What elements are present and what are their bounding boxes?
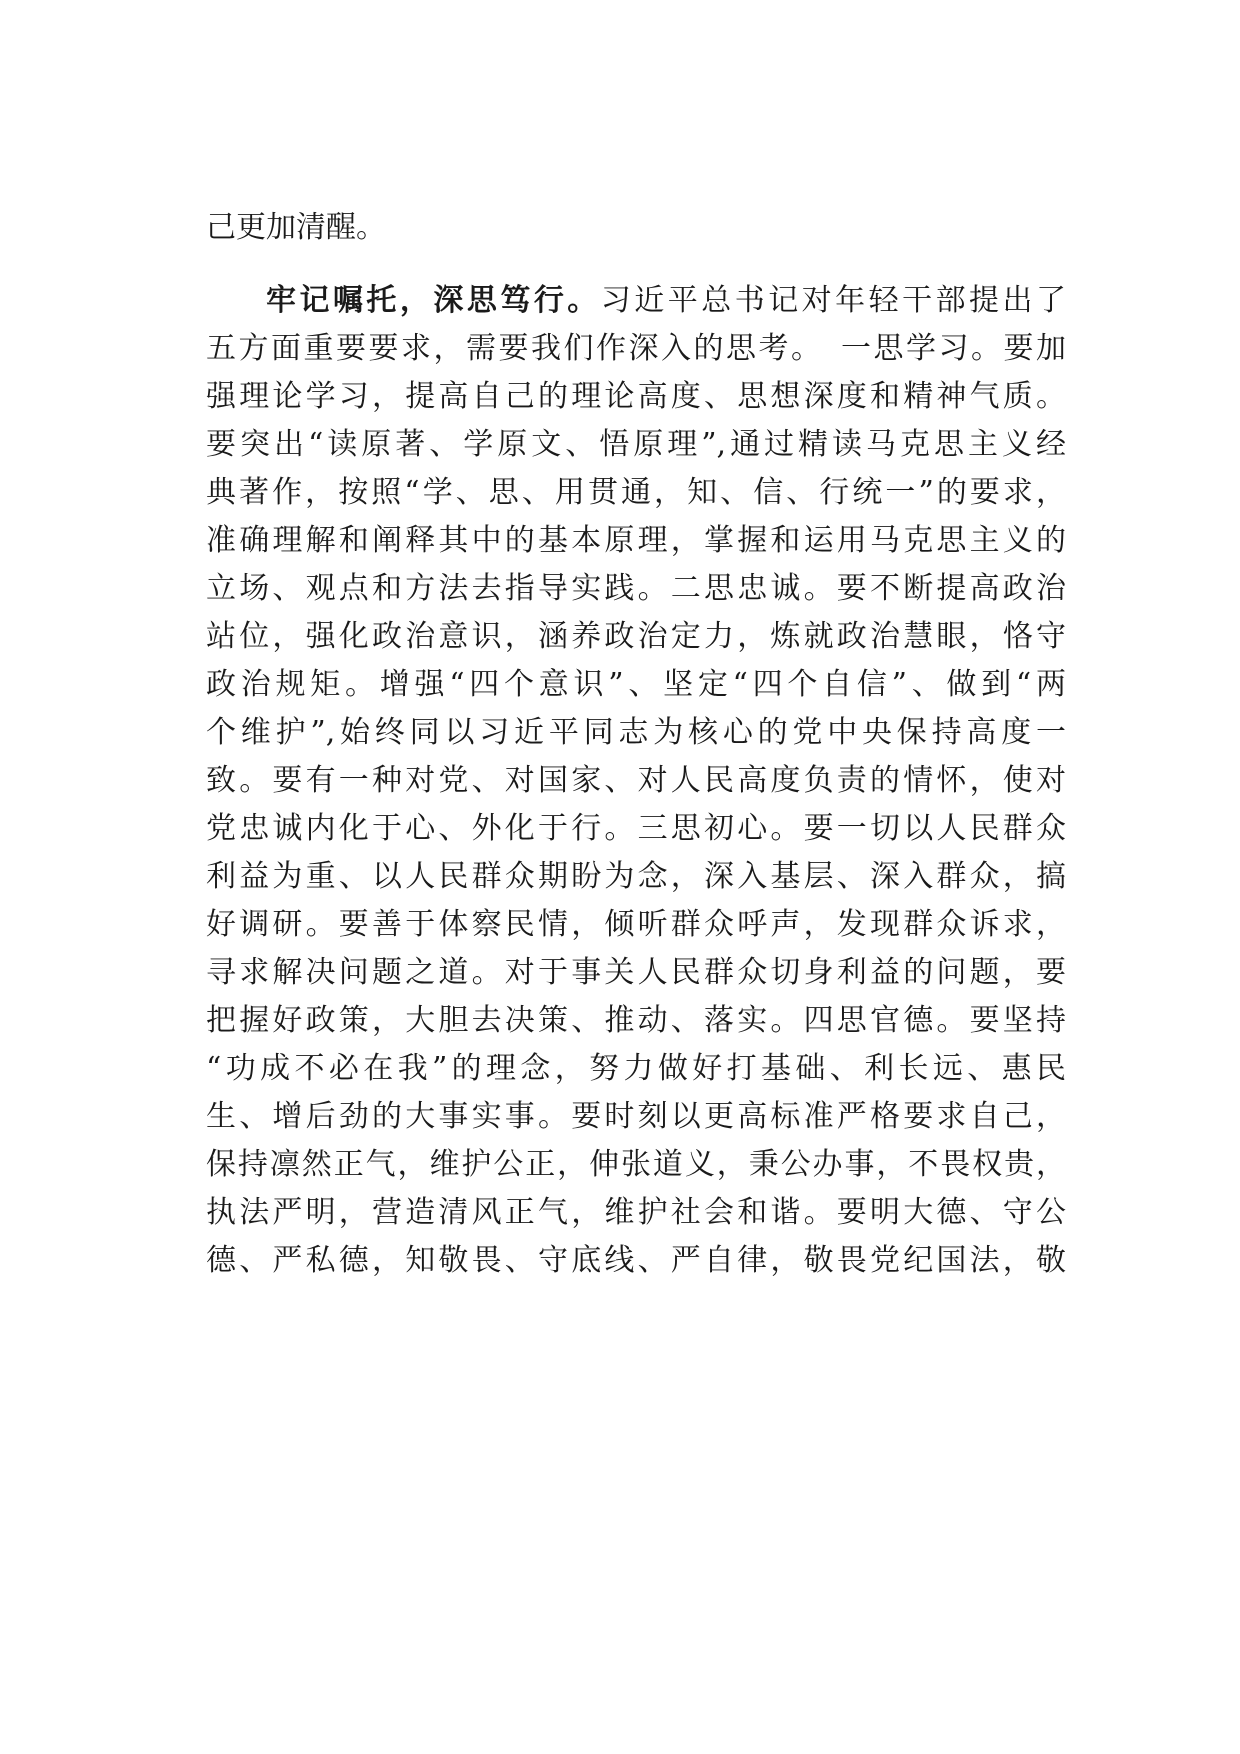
- paragraph-line: 生、增后劲的大事实事。要时刻以更高标准严格要求自己，: [206, 1099, 1066, 1134]
- paragraph-line: 德、严私德，知敬畏、守底线、严自律，敬畏党纪国法，敬: [206, 1243, 1066, 1278]
- paragraph-line: 个维护”,始终同以习近平同志为核心的党中央保持高度一: [206, 715, 1066, 750]
- paragraph-line: 站位，强化政治意识，涵养政治定力，炼就政治慧眼，恪守: [206, 619, 1066, 654]
- paragraph-first-line-text: 习近平总书记对年轻干部提出了: [600, 283, 1067, 318]
- paragraph-line: 强理论学习，提高自己的理论高度、思想深度和精神气质。: [206, 379, 1066, 414]
- paragraph-line: 好调研。要善于体察民情，倾听群众呼声，发现群众诉求，: [206, 907, 1066, 942]
- paragraph-line: 要突出“读原著、学原文、悟原理”,通过精读马克思主义经: [206, 427, 1066, 462]
- paragraph-line: 准确理解和阐释其中的基本原理，掌握和运用马克思主义的: [206, 523, 1066, 558]
- paragraph-line: 政治规矩。增强“四个意识”、坚定“四个自信”、做到“两: [206, 667, 1066, 702]
- paragraph-line: 寻求解决问题之道。对于事关人民群众切身利益的问题，要: [206, 955, 1066, 990]
- paragraph-line: 把握好政策，大胆去决策、推动、落实。四思官德。要坚持: [206, 1003, 1066, 1038]
- paragraph-line: “功成不必在我”的理念，努力做好打基础、利长远、惠民: [206, 1051, 1066, 1086]
- paragraph-first-line: [206, 277, 1066, 325]
- paragraph-line: 利益为重、以人民群众期盼为念，深入基层、深入群众，搞: [206, 859, 1066, 894]
- carryover-line: 己更加清醒。: [206, 210, 386, 245]
- paragraph-gap: [206, 252, 1066, 277]
- paragraph-line: 党忠诚内化于心、外化于行。三思初心。要一切以人民群众: [206, 811, 1066, 846]
- body-text: [206, 204, 1066, 1285]
- paragraph-line: 五方面重要要求，需要我们作深入的思考。 一思学习。要加: [206, 331, 1066, 366]
- paragraph-line: 致。要有一种对党、对国家、对人民高度负责的情怀，使对: [206, 763, 1066, 798]
- paragraph-line: 保持凛然正气，维护公正，伸张道义，秉公办事，不畏权贵，: [206, 1147, 1066, 1182]
- paragraph-line: 立场、观点和方法去指导实践。二思忠诚。要不断提高政治: [206, 571, 1066, 606]
- paragraph-line: 典著作，按照“学、思、用贯通，知、信、行统一”的要求，: [206, 475, 1066, 510]
- paragraph-heading: 牢记嘱托，深思笃行。: [266, 283, 601, 318]
- paragraph-line: 执法严明，营造清风正气，维护社会和谐。要明大德、守公: [206, 1195, 1066, 1230]
